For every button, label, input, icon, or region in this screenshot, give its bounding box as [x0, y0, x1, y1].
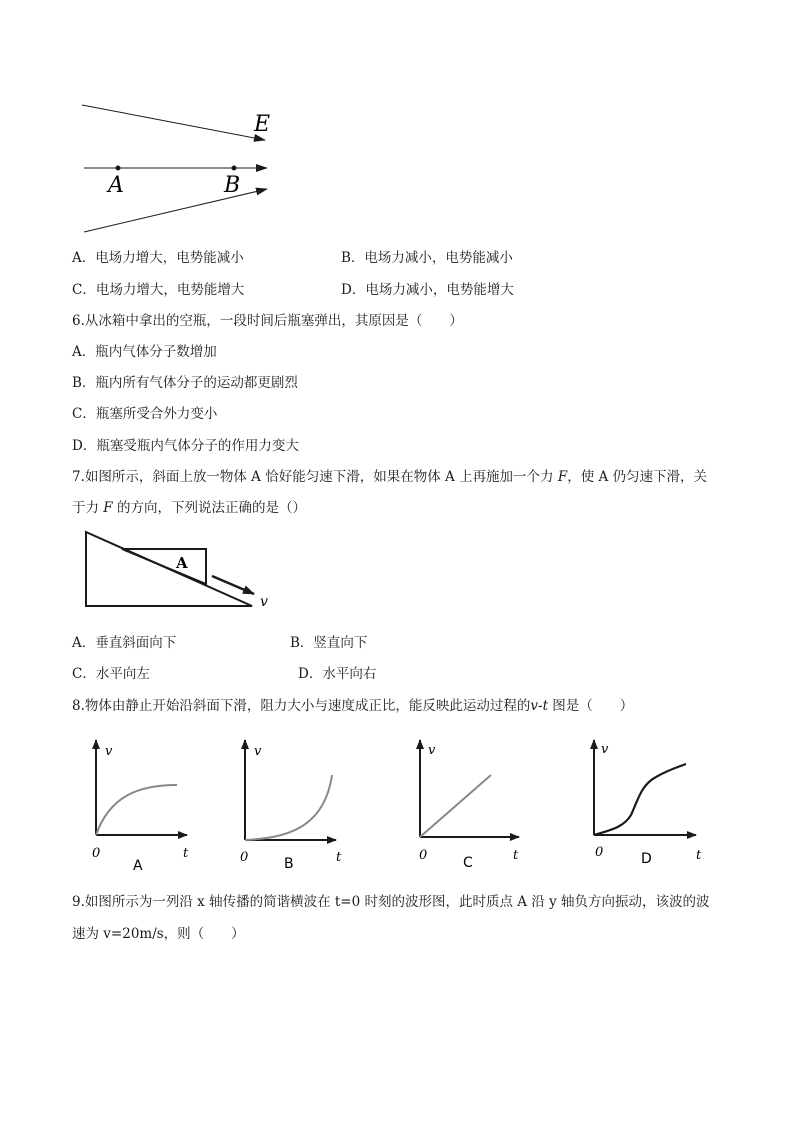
graph-label-c: C: [463, 855, 473, 871]
vt-graph-a: [85, 735, 200, 875]
q9-stem-line-2: 速为 v=20m/s，则（ ）: [72, 926, 245, 942]
q5-option-b: B．电场力减小，电势能减小: [341, 250, 513, 266]
origin-label: 0: [240, 850, 249, 865]
vt-graph-d: [586, 735, 716, 875]
incline-figure: [84, 530, 284, 610]
axis-y-label: v: [428, 743, 436, 758]
q6-stem: 6.从冰箱中拿出的空瓶，一段时间后瓶塞弹出，其原因是（ ）: [72, 313, 463, 329]
q6-option-c: C．瓶塞所受合外力变小: [72, 406, 218, 422]
block-label-a: A: [176, 554, 188, 572]
field-line-top: [82, 105, 265, 140]
q6-option-a: A．瓶内气体分子数增加: [72, 344, 217, 360]
origin-label: 0: [419, 848, 428, 863]
graph-label-b: B: [284, 856, 294, 872]
q6-option-d: D．瓶塞受瓶内气体分子的作用力变大: [72, 438, 299, 454]
q7-force-f-2: F: [103, 500, 113, 516]
q7-option-a: A．垂直斜面向下: [72, 635, 177, 651]
q8-stem-part-2: 图是（ ）: [548, 698, 634, 714]
q7-stem-part-1: 7.如图所示，斜面上放一物体 A 恰好能匀速下滑，如果在物体 A 上再施加一个力: [72, 469, 558, 485]
q7-option-b: B．竖直向下: [290, 635, 368, 651]
origin-label: 0: [595, 845, 604, 860]
q7-stem-part-4: 的方向，下列说法正确的是（）: [112, 500, 306, 516]
block-a: [122, 549, 206, 584]
label-b: B: [224, 173, 241, 198]
axis-y-label: v: [105, 744, 113, 759]
point-b: [232, 166, 237, 171]
q7-stem-part-3: 于力: [72, 500, 104, 516]
graph-label-d: D: [641, 851, 652, 867]
curve-a: [96, 785, 177, 835]
axis-x-label: t: [513, 848, 519, 863]
curve-b: [245, 775, 332, 840]
q7-stem-part-2: ，使 A 仍匀速下滑，关: [567, 469, 708, 485]
point-a: [116, 166, 121, 171]
q7-force-f: F: [557, 469, 568, 485]
velocity-label-v: v: [260, 594, 268, 610]
q5-option-d: D．电场力减小，电势能增大: [341, 282, 514, 298]
graph-label-a: A: [133, 858, 143, 874]
origin-label: 0: [92, 846, 101, 861]
q7-option-c: C．水平向左: [72, 666, 150, 682]
q6-option-b: B．瓶内所有气体分子的运动都更剧烈: [72, 375, 298, 391]
axis-y-label: v: [254, 744, 262, 759]
q5-option-a: A．电场力增大，电势能减小: [72, 250, 244, 266]
electric-field-figure: [70, 95, 300, 240]
vt-graph-c: [409, 735, 524, 875]
axis-x-label: t: [336, 850, 342, 865]
vt-graph-b: [234, 735, 349, 875]
q8-stem-part-1: 8.物体由静止开始沿斜面下滑，阻力大小与速度成正比，能反映此运动过程的: [72, 698, 531, 714]
label-a: A: [108, 173, 124, 198]
q7-option-d: D．水平向右: [298, 666, 377, 682]
axis-x-label: t: [183, 846, 189, 861]
curve-d: [594, 764, 686, 835]
q8-vt: v-t: [530, 698, 549, 714]
q9-stem-line-1: 9.如图所示为一列沿 x 轴传播的简谐横波在 t=0 时刻的波形图，此时质点 A 沿 y 轴负方向振动，该波的波: [72, 894, 710, 910]
q7-stem-line-2: [72, 499, 306, 517]
q5-option-c: C．电场力增大，电势能增大: [72, 282, 245, 298]
line-c: [420, 775, 491, 837]
q8-stem: [72, 697, 633, 715]
q7-stem-line-1: [72, 468, 707, 486]
axis-y-label: v: [601, 742, 609, 757]
axis-x-label: t: [696, 848, 702, 863]
label-e: E: [254, 112, 271, 137]
